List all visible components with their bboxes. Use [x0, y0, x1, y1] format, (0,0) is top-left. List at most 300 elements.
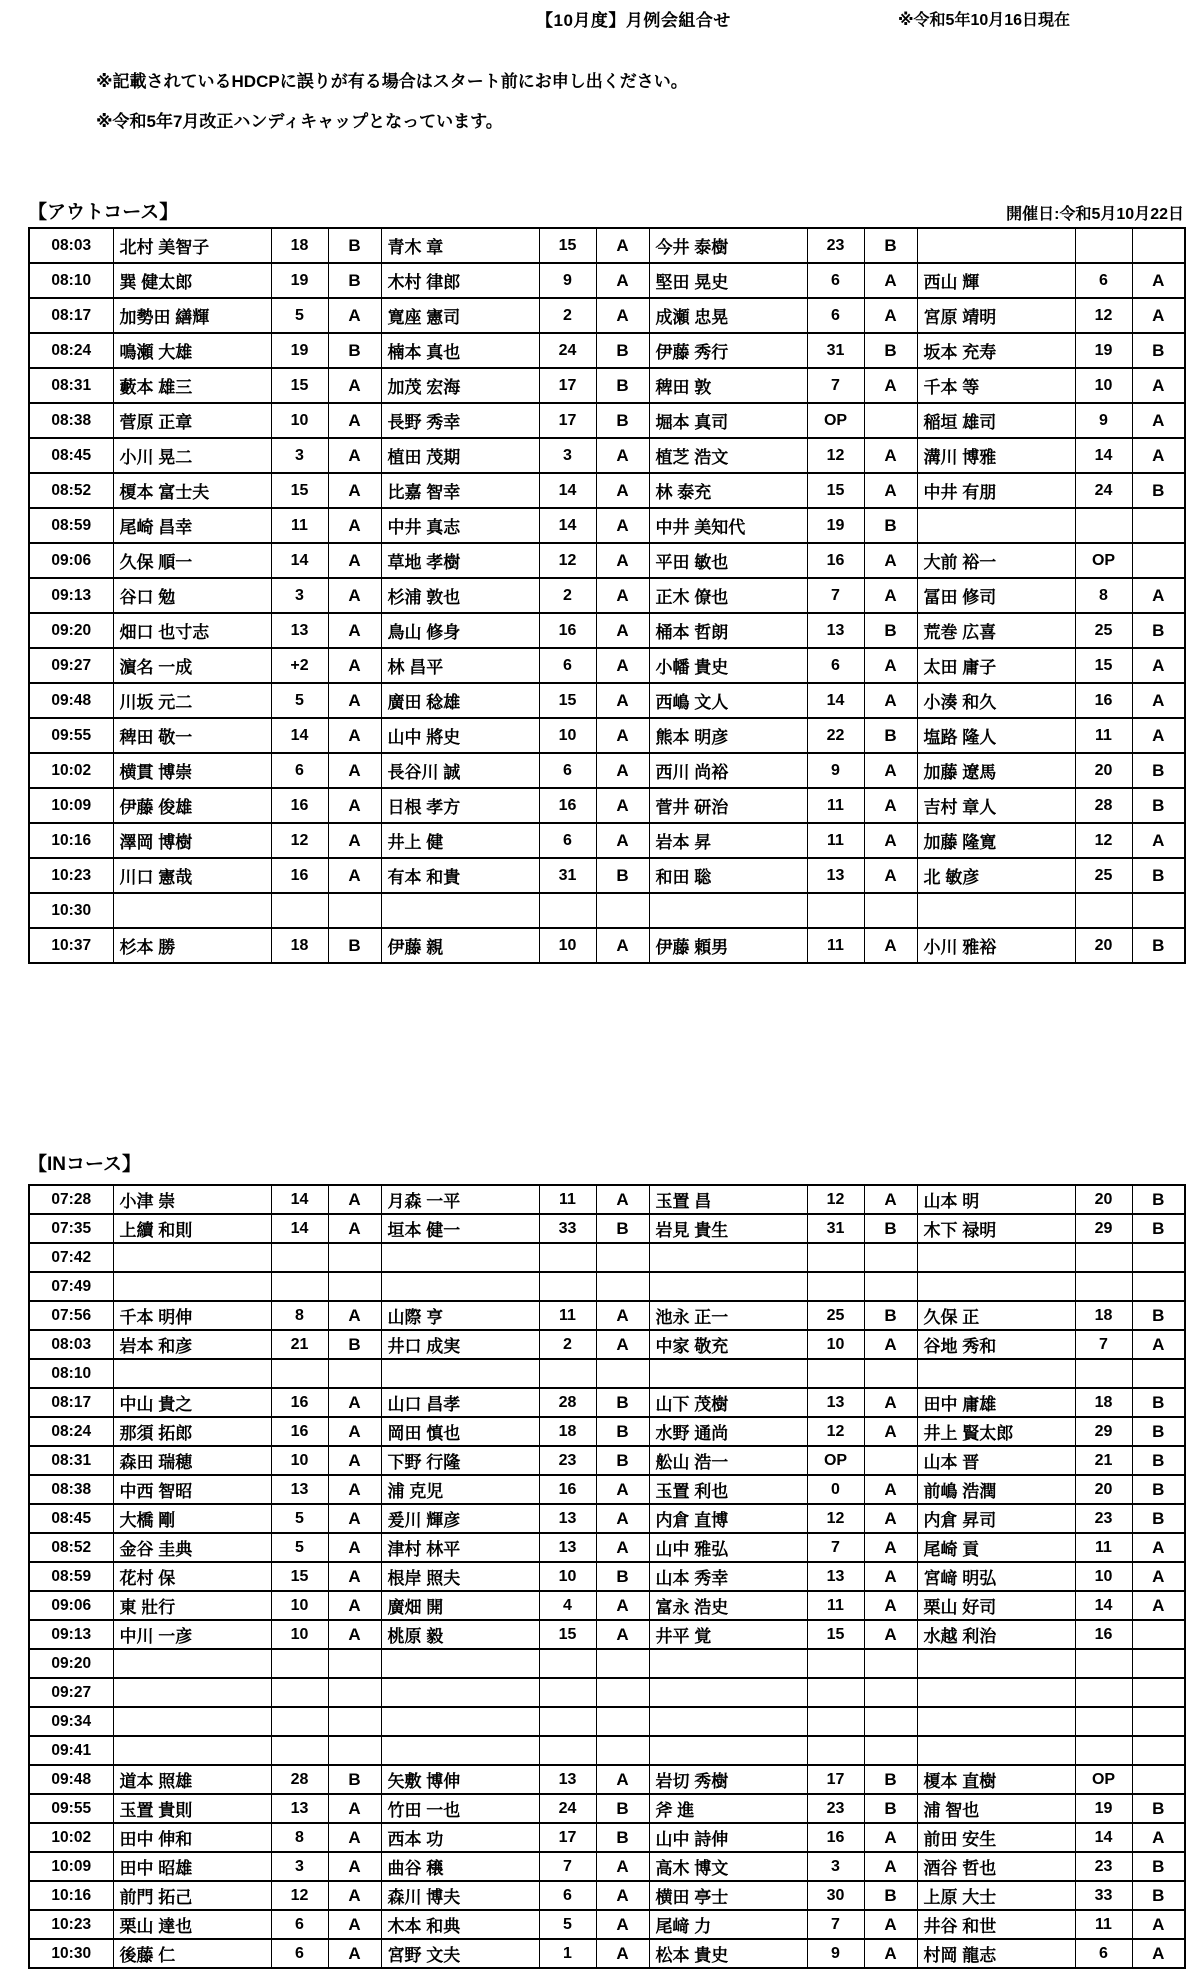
hdcp-cell: 13 [807, 858, 864, 893]
class-cell: A [328, 1591, 381, 1620]
player-name-cell: 青木 章 [381, 228, 539, 263]
hdcp-cell: 12 [807, 1417, 864, 1446]
in-course-table [28, 1184, 1186, 1969]
class-cell: A [864, 1562, 917, 1591]
class-cell: B [864, 333, 917, 368]
player-name-cell: 森川 博夫 [381, 1881, 539, 1910]
player-name-cell: 太田 庸子 [917, 648, 1075, 683]
player-name-cell: 伊藤 秀行 [649, 333, 807, 368]
event-date: 開催日:令和5月10月22日 [1006, 206, 1184, 223]
class-cell: B [864, 1794, 917, 1823]
class-cell: B [328, 228, 381, 263]
player-name-cell: 川坂 元二 [113, 683, 271, 718]
tee-time-cell: 09:13 [29, 578, 113, 613]
hdcp-cell [271, 1678, 328, 1707]
player-name-cell: 斧 進 [649, 1794, 807, 1823]
class-cell: B [864, 1214, 917, 1243]
hdcp-cell [271, 1272, 328, 1301]
class-cell: A [864, 1185, 917, 1214]
player-name-cell: 中西 智昭 [113, 1475, 271, 1504]
hdcp-cell: 14 [1075, 1823, 1132, 1852]
hdcp-cell: 6 [539, 648, 596, 683]
hdcp-cell [539, 1359, 596, 1388]
player-name-cell: 浦 克児 [381, 1475, 539, 1504]
tee-time-cell: 10:09 [29, 788, 113, 823]
player-name-cell: 前嶋 浩潤 [917, 1475, 1075, 1504]
hdcp-cell: 6 [271, 1910, 328, 1939]
class-cell [1132, 1649, 1185, 1678]
out-course-table [28, 227, 1186, 964]
class-cell: A [1132, 1562, 1185, 1591]
class-cell: A [328, 613, 381, 648]
hdcp-cell: 10 [539, 1562, 596, 1591]
player-name-cell [381, 893, 539, 928]
tee-time-cell: 10:16 [29, 823, 113, 858]
player-name-cell: 金谷 圭典 [113, 1533, 271, 1562]
player-name-cell: 田中 庸雄 [917, 1388, 1075, 1417]
tee-time-cell: 08:59 [29, 1562, 113, 1591]
hdcp-cell: 12 [539, 543, 596, 578]
player-name-cell: 菅井 研治 [649, 788, 807, 823]
class-cell: A [864, 788, 917, 823]
player-name-cell: 和田 聡 [649, 858, 807, 893]
class-cell: A [864, 1533, 917, 1562]
hdcp-cell: 16 [807, 1823, 864, 1852]
pairing-row [29, 1794, 1185, 1823]
hdcp-cell: 15 [539, 228, 596, 263]
pairing-row [29, 753, 1185, 788]
player-name-cell: 岩本 和彦 [113, 1330, 271, 1359]
class-cell: B [1132, 1388, 1185, 1417]
pairing-row [29, 333, 1185, 368]
pairing-row [29, 263, 1185, 298]
player-name-cell [649, 1359, 807, 1388]
class-cell: A [1132, 648, 1185, 683]
class-cell: B [1132, 1475, 1185, 1504]
player-name-cell: 林 泰充 [649, 473, 807, 508]
pairing-row [29, 228, 1185, 263]
class-cell: A [328, 1562, 381, 1591]
player-name-cell [113, 1243, 271, 1272]
pairing-row [29, 683, 1185, 718]
player-name-cell [649, 1736, 807, 1765]
hdcp-cell: 23 [807, 1794, 864, 1823]
class-cell [864, 1446, 917, 1475]
hdcp-cell: 14 [1075, 438, 1132, 473]
class-cell [328, 893, 381, 928]
tee-time-cell: 08:10 [29, 263, 113, 298]
tee-time-cell: 09:55 [29, 1794, 113, 1823]
player-name-cell: 水野 通尚 [649, 1417, 807, 1446]
pairing-row [29, 368, 1185, 403]
player-name-cell: 巽 健太郎 [113, 263, 271, 298]
class-cell: A [596, 1475, 649, 1504]
hdcp-cell: 28 [271, 1765, 328, 1794]
hdcp-cell: 31 [807, 1214, 864, 1243]
player-name-cell: 桃原 毅 [381, 1620, 539, 1649]
class-cell: A [864, 648, 917, 683]
hdcp-cell: 25 [807, 1301, 864, 1330]
tee-time-cell: 08:59 [29, 508, 113, 543]
player-name-cell: 上原 大士 [917, 1881, 1075, 1910]
hdcp-cell [271, 893, 328, 928]
class-cell: B [864, 1881, 917, 1910]
hdcp-cell: 21 [271, 1330, 328, 1359]
pairing-row [29, 1214, 1185, 1243]
class-cell: A [864, 1910, 917, 1939]
hdcp-cell: 15 [539, 1620, 596, 1649]
pairing-row [29, 438, 1185, 473]
player-name-cell: 榎本 富士夫 [113, 473, 271, 508]
player-name-cell [649, 1707, 807, 1736]
hdcp-cell [271, 1243, 328, 1272]
player-name-cell: 桶本 哲朗 [649, 613, 807, 648]
hdcp-cell [807, 1243, 864, 1272]
class-cell: A [864, 1330, 917, 1359]
class-cell: A [328, 648, 381, 683]
hdcp-cell: 11 [1075, 718, 1132, 753]
tee-time-cell: 10:23 [29, 1910, 113, 1939]
class-cell: B [864, 508, 917, 543]
player-name-cell: 井口 成実 [381, 1330, 539, 1359]
pairing-row [29, 893, 1185, 928]
hdcp-cell: 10 [807, 1330, 864, 1359]
player-name-cell [649, 1678, 807, 1707]
class-cell: A [864, 473, 917, 508]
hdcp-cell [271, 1736, 328, 1765]
class-cell: A [328, 1388, 381, 1417]
player-name-cell [917, 228, 1075, 263]
player-name-cell: 宮原 靖明 [917, 298, 1075, 333]
hdcp-cell: 6 [539, 823, 596, 858]
player-name-cell: 山中 詩伸 [649, 1823, 807, 1852]
pairing-row [29, 1852, 1185, 1881]
player-name-cell: 木村 律郎 [381, 263, 539, 298]
tee-time-cell: 08:45 [29, 1504, 113, 1533]
player-name-cell: 玉置 利也 [649, 1475, 807, 1504]
class-cell: A [328, 1185, 381, 1214]
pairing-row [29, 1910, 1185, 1939]
class-cell [864, 403, 917, 438]
class-cell: A [1132, 438, 1185, 473]
class-cell: B [864, 1765, 917, 1794]
class-cell: A [864, 1475, 917, 1504]
class-cell: A [328, 1881, 381, 1910]
hdcp-cell: OP [1075, 1765, 1132, 1794]
hdcp-cell [1075, 1707, 1132, 1736]
hdcp-cell: 11 [1075, 1910, 1132, 1939]
pairing-row [29, 1678, 1185, 1707]
pairing-row [29, 1881, 1185, 1910]
hdcp-cell: 23 [807, 228, 864, 263]
note-handicap-revision: ※令和5年7月改正ハンディキャップとなっています。 [96, 112, 503, 131]
player-name-cell: 中井 真志 [381, 508, 539, 543]
section-label-in-course: 【INコース】 [28, 1154, 142, 1175]
hdcp-cell: 18 [1075, 1388, 1132, 1417]
class-cell: A [328, 753, 381, 788]
tee-time-cell: 08:03 [29, 1330, 113, 1359]
player-name-cell: 山中 雅弘 [649, 1533, 807, 1562]
player-name-cell: 有本 和貴 [381, 858, 539, 893]
hdcp-cell: 16 [271, 1417, 328, 1446]
player-name-cell: 伊藤 頼男 [649, 928, 807, 963]
tee-time-cell: 07:49 [29, 1272, 113, 1301]
class-cell [328, 1678, 381, 1707]
class-cell [328, 1359, 381, 1388]
class-cell [864, 1243, 917, 1272]
class-cell [596, 893, 649, 928]
hdcp-cell: 15 [271, 1562, 328, 1591]
player-name-cell: 加勢田 繕輝 [113, 298, 271, 333]
hdcp-cell: 13 [271, 613, 328, 648]
pairing-row [29, 1533, 1185, 1562]
hdcp-cell: 5 [271, 683, 328, 718]
class-cell [1132, 1678, 1185, 1707]
hdcp-cell [1075, 1736, 1132, 1765]
pairing-row [29, 1562, 1185, 1591]
class-cell: A [596, 928, 649, 963]
tee-time-cell: 10:30 [29, 893, 113, 928]
hdcp-cell: 31 [807, 333, 864, 368]
player-name-cell: 舩山 浩一 [649, 1446, 807, 1475]
class-cell: B [596, 1446, 649, 1475]
hdcp-cell: 8 [1075, 578, 1132, 613]
player-name-cell: 前田 安生 [917, 1823, 1075, 1852]
pairing-row [29, 718, 1185, 753]
player-name-cell: 吉村 章人 [917, 788, 1075, 823]
class-cell: B [596, 1417, 649, 1446]
player-name-cell: 玉置 昌 [649, 1185, 807, 1214]
hdcp-cell [807, 893, 864, 928]
hdcp-cell: 20 [1075, 928, 1132, 963]
pairing-row [29, 1243, 1185, 1272]
hdcp-cell: 10 [271, 1620, 328, 1649]
class-cell [864, 1736, 917, 1765]
player-name-cell: 花村 保 [113, 1562, 271, 1591]
player-name-cell: 谷口 勉 [113, 578, 271, 613]
player-name-cell: 中井 美知代 [649, 508, 807, 543]
class-cell: A [1132, 298, 1185, 333]
class-cell: A [596, 1533, 649, 1562]
hdcp-cell: 5 [271, 1533, 328, 1562]
player-name-cell: 浦 智也 [917, 1794, 1075, 1823]
tee-time-cell: 07:35 [29, 1214, 113, 1243]
class-cell [1132, 228, 1185, 263]
class-cell: A [864, 298, 917, 333]
hdcp-cell [539, 893, 596, 928]
tee-time-cell: 10:02 [29, 753, 113, 788]
hdcp-cell: OP [807, 403, 864, 438]
hdcp-cell: 15 [271, 368, 328, 403]
class-cell: A [328, 1852, 381, 1881]
class-cell: B [328, 928, 381, 963]
player-name-cell: 宮野 文夫 [381, 1939, 539, 1968]
hdcp-cell: 15 [271, 473, 328, 508]
hdcp-cell: 7 [539, 1852, 596, 1881]
class-cell: A [596, 753, 649, 788]
class-cell [1132, 508, 1185, 543]
class-cell: B [864, 1301, 917, 1330]
player-name-cell [381, 1243, 539, 1272]
hdcp-cell [539, 1678, 596, 1707]
tee-time-cell: 10:23 [29, 858, 113, 893]
section-label-out-course: 【アウトコース】 [28, 202, 179, 223]
player-name-cell: 松本 貴史 [649, 1939, 807, 1968]
class-cell: B [1132, 1504, 1185, 1533]
player-name-cell: 津村 林平 [381, 1533, 539, 1562]
player-name-cell: 岩本 昇 [649, 823, 807, 858]
class-cell: A [328, 1301, 381, 1330]
pairing-row [29, 1504, 1185, 1533]
hdcp-cell: 6 [271, 1939, 328, 1968]
class-cell: A [328, 368, 381, 403]
class-cell [1132, 1359, 1185, 1388]
hdcp-cell: 6 [1075, 263, 1132, 298]
hdcp-cell: 7 [1075, 1330, 1132, 1359]
hdcp-cell: 10 [1075, 1562, 1132, 1591]
class-cell: B [1132, 753, 1185, 788]
class-cell: A [864, 1504, 917, 1533]
hdcp-cell: 15 [807, 1620, 864, 1649]
player-name-cell: 田中 昭雄 [113, 1852, 271, 1881]
class-cell: A [328, 543, 381, 578]
player-name-cell: 加茂 宏海 [381, 368, 539, 403]
player-name-cell: 田中 伸和 [113, 1823, 271, 1852]
class-cell: A [864, 858, 917, 893]
class-cell: A [1132, 1910, 1185, 1939]
class-cell: A [1132, 403, 1185, 438]
player-name-cell: 東 壯行 [113, 1591, 271, 1620]
hdcp-cell: 9 [807, 753, 864, 788]
pairing-row [29, 298, 1185, 333]
class-cell: A [1132, 1330, 1185, 1359]
class-cell: A [864, 1591, 917, 1620]
pairing-row [29, 1620, 1185, 1649]
tee-time-cell: 09:20 [29, 613, 113, 648]
class-cell: A [596, 1620, 649, 1649]
player-name-cell: 澤岡 博樹 [113, 823, 271, 858]
class-cell: A [596, 1504, 649, 1533]
player-name-cell: 酒谷 哲也 [917, 1852, 1075, 1881]
hdcp-cell: 11 [807, 823, 864, 858]
class-cell: B [596, 1388, 649, 1417]
hdcp-cell: 19 [807, 508, 864, 543]
player-name-cell: 大橋 剛 [113, 1504, 271, 1533]
player-name-cell: 坂本 充寿 [917, 333, 1075, 368]
player-name-cell: 曲谷 穣 [381, 1852, 539, 1881]
class-cell: A [328, 823, 381, 858]
player-name-cell: 加藤 遼馬 [917, 753, 1075, 788]
hdcp-cell: 19 [271, 263, 328, 298]
hdcp-cell: 10 [539, 718, 596, 753]
player-name-cell: 植田 茂期 [381, 438, 539, 473]
pairing-row [29, 1765, 1185, 1794]
pairing-row [29, 823, 1185, 858]
player-name-cell: 上續 和則 [113, 1214, 271, 1243]
hdcp-cell [539, 1243, 596, 1272]
player-name-cell: 熊本 明彦 [649, 718, 807, 753]
tee-time-cell: 07:42 [29, 1243, 113, 1272]
player-name-cell: 正木 僚也 [649, 578, 807, 613]
hdcp-cell [1075, 228, 1132, 263]
class-cell: A [864, 1939, 917, 1968]
hdcp-cell: 16 [271, 788, 328, 823]
pairing-row [29, 1736, 1185, 1765]
hdcp-cell [1075, 1359, 1132, 1388]
class-cell: B [864, 718, 917, 753]
hdcp-cell [539, 1649, 596, 1678]
hdcp-cell: 6 [1075, 1939, 1132, 1968]
class-cell [1132, 1272, 1185, 1301]
pairing-row [29, 1446, 1185, 1475]
class-cell: A [1132, 1533, 1185, 1562]
player-name-cell: 久保 順一 [113, 543, 271, 578]
class-cell: A [328, 1533, 381, 1562]
player-name-cell: 成瀬 忠晃 [649, 298, 807, 333]
player-name-cell: 大前 裕一 [917, 543, 1075, 578]
class-cell: A [328, 508, 381, 543]
class-cell: A [328, 718, 381, 753]
player-name-cell: 冨田 修司 [917, 578, 1075, 613]
hdcp-cell: OP [807, 1446, 864, 1475]
player-name-cell: 小川 雅裕 [917, 928, 1075, 963]
player-name-cell: 井上 賢太郎 [917, 1417, 1075, 1446]
pairing-row [29, 578, 1185, 613]
class-cell: B [596, 333, 649, 368]
class-cell: A [864, 928, 917, 963]
class-cell: B [1132, 1852, 1185, 1881]
class-cell: A [328, 1794, 381, 1823]
pairing-row [29, 648, 1185, 683]
class-cell [1132, 893, 1185, 928]
player-name-cell [649, 1243, 807, 1272]
hdcp-cell: 3 [807, 1852, 864, 1881]
hdcp-cell: 5 [271, 298, 328, 333]
hdcp-cell [807, 1272, 864, 1301]
player-name-cell: 富永 浩史 [649, 1591, 807, 1620]
player-name-cell [917, 508, 1075, 543]
hdcp-cell: 3 [271, 1852, 328, 1881]
class-cell: B [596, 1562, 649, 1591]
class-cell: B [1132, 333, 1185, 368]
hdcp-cell: 16 [539, 1475, 596, 1504]
class-cell: B [1132, 1214, 1185, 1243]
tee-time-cell: 08:17 [29, 1388, 113, 1417]
player-name-cell: 那須 拓郎 [113, 1417, 271, 1446]
pairing-row [29, 1591, 1185, 1620]
player-name-cell: 山下 茂樹 [649, 1388, 807, 1417]
player-name-cell: 小幡 貴史 [649, 648, 807, 683]
hdcp-cell: 11 [1075, 1533, 1132, 1562]
hdcp-cell: 22 [807, 718, 864, 753]
hdcp-cell: 16 [807, 543, 864, 578]
hdcp-cell: 23 [1075, 1852, 1132, 1881]
class-cell [864, 1272, 917, 1301]
hdcp-cell: 13 [807, 613, 864, 648]
class-cell: A [596, 718, 649, 753]
player-name-cell: 下野 行隆 [381, 1446, 539, 1475]
hdcp-cell: 1 [539, 1939, 596, 1968]
hdcp-cell: 11 [539, 1301, 596, 1330]
tee-time-cell: 08:31 [29, 1446, 113, 1475]
class-cell [596, 1359, 649, 1388]
tee-time-cell: 08:38 [29, 403, 113, 438]
class-cell: A [864, 543, 917, 578]
player-name-cell: 荒巻 広喜 [917, 613, 1075, 648]
class-cell: B [1132, 473, 1185, 508]
hdcp-cell: 15 [807, 473, 864, 508]
hdcp-cell [1075, 1678, 1132, 1707]
